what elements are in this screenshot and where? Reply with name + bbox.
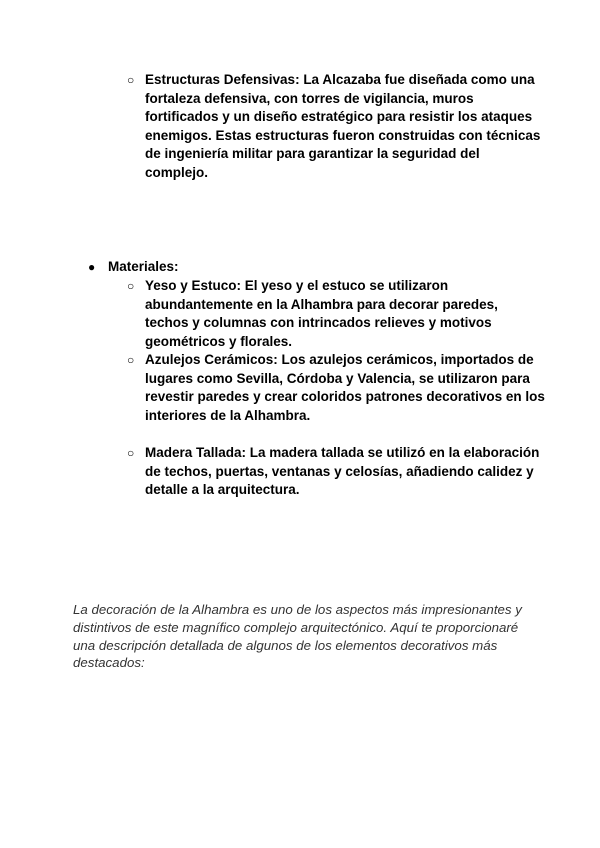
list-item-text: Madera Tallada: La madera tallada se utilizó en la elaboración de techos, puertas, ventanas y celosías, añadiendo calidez y detalle a la arquitectura. — [145, 445, 540, 498]
list-item-estructuras-defensivas — [127, 71, 545, 183]
list-heading: Materiales: — [108, 259, 179, 274]
list-item-madera-tallada — [127, 444, 545, 500]
list-item-materiales — [88, 258, 179, 277]
list-item-yeso-estuco — [127, 277, 545, 351]
intro-paragraph: La decoración de la Alhambra es uno de los aspectos más impresionantes y distintivos de este magnífico complejo arquitectónico. Aquí te proporcionaré una descripción detallada de algunos de los elementos decorativos más destacados: — [73, 602, 522, 671]
hollow-bullet-icon: ○ — [127, 73, 135, 87]
list-item-text: Yeso y Estuco: El yeso y el estuco se utilizaron abundantemente en la Alhambra para decorar paredes, techos y columnas con intrincados relieves y motivos geométricos y florales. — [145, 278, 498, 349]
hollow-bullet-icon: ○ — [127, 279, 135, 293]
hollow-bullet-icon: ○ — [127, 446, 135, 460]
list-item-azulejos-ceramicos — [127, 351, 545, 425]
list-item-text: Estructuras Defensivas: La Alcazaba fue diseñada como una fortaleza defensiva, con torres de vigilancia, muros fortificados y un diseño estratégico para resistir los ataques enemigos. Estas estructuras fueron construidas con técnicas de ingeniería militar para garantizar la seguridad del complejo. — [145, 72, 541, 180]
list-item-text: Azulejos Cerámicos: Los azulejos cerámicos, importados de lugares como Sevilla, Córdoba y Valencia, se utilizaron para revestir paredes y crear coloridos patrones decorativos en los interiores de la Alhambra. — [145, 352, 545, 423]
hollow-bullet-icon: ○ — [127, 353, 135, 367]
filled-bullet-icon: ● — [88, 260, 96, 274]
